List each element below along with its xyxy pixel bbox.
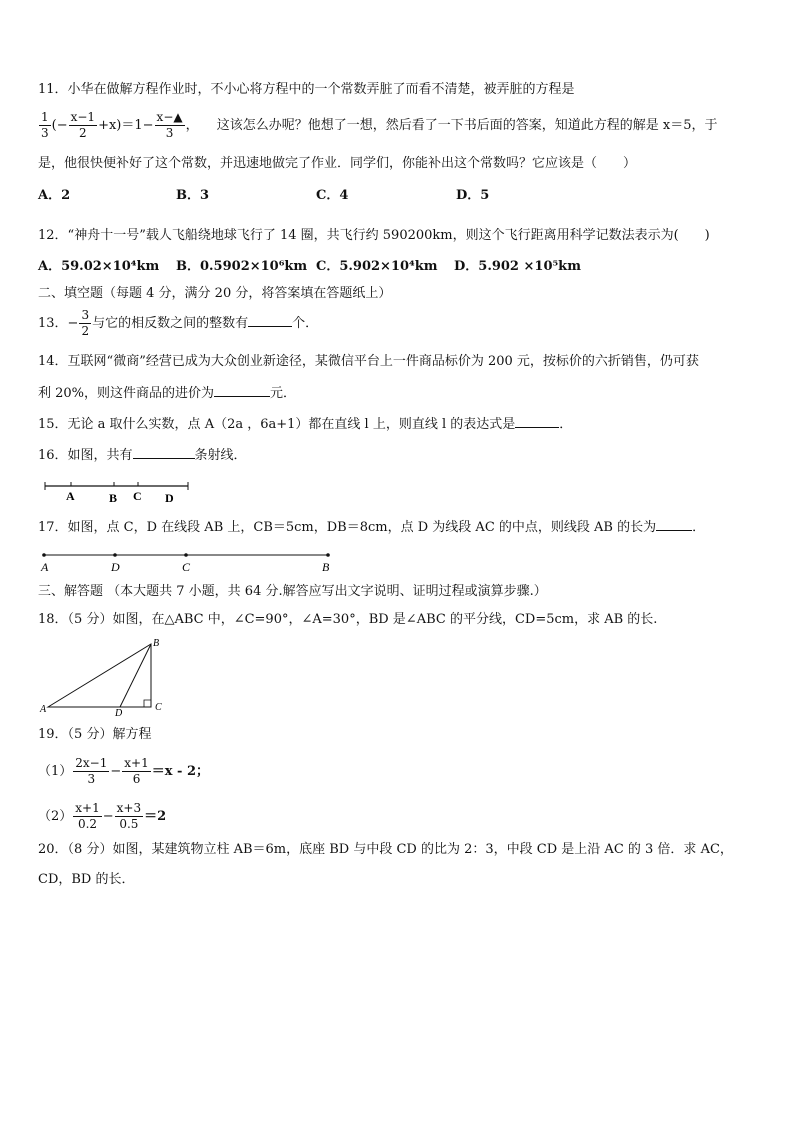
q17-label-a: A — [41, 560, 49, 574]
q11-line2-text: 这该怎么办呢？他想了一想，然后看了一下书后面的答案，知道此方程的解是 x＝5，于 — [216, 118, 718, 133]
q19-p2-frac1: $\frac{x+1}{0.2}$ — [75, 801, 100, 831]
q14-line1: 14．互联网“微商”经营已成为大众创业新途径，某微信平台上一件商品标价为 200 元，按标价的六折销售，仍可获 — [38, 354, 699, 369]
q14-suffix: 元． — [270, 386, 297, 401]
q18-label-a: A — [40, 704, 47, 715]
q12-option-b: B．0.5902×10⁶km — [176, 259, 308, 274]
q11-eq-end: ， — [185, 118, 199, 133]
q20-line1: 20．（8 分）如图，某建筑物立柱 AB＝6m，底座 BD 与中段 CD 的比为 2：3，中段 CD 是上沿 AC 的 3 倍．求 AC， — [38, 842, 733, 857]
q16-ray-figure — [38, 478, 198, 506]
q13-answer-blank[interactable] — [248, 314, 292, 327]
q19-part2-label: （2） — [38, 809, 73, 824]
q17-line — [38, 518, 705, 536]
q19-p1-frac1: $\frac{2x-1}{3}$ — [75, 756, 108, 786]
q13-text: 与它的相反数之间的整数有 — [92, 316, 249, 331]
q15-answer-blank[interactable] — [515, 415, 559, 428]
q19-p1-frac2: $\frac{x+1}{6}$ — [124, 756, 149, 786]
q19-part1-label: （1） — [38, 764, 73, 779]
q16-text: 16．如图，共有 — [38, 448, 133, 463]
q17-suffix: ． — [692, 520, 706, 535]
q17-label-c: C — [182, 560, 191, 574]
q16-label-b: B — [109, 491, 118, 505]
q18-right-angle-mark — [144, 700, 151, 707]
q11-coef-fraction: $\frac{1}{3}$ — [41, 110, 49, 140]
q16-suffix: 条射线． — [194, 448, 247, 463]
q11-option-c: C．4 — [316, 188, 349, 203]
q16-answer-blank[interactable] — [133, 446, 195, 459]
q13-prefix: 13．− — [38, 316, 79, 331]
q16-line — [38, 446, 247, 464]
q12-option-c: C．5.902×10⁴km — [316, 259, 438, 274]
q13-line — [38, 308, 318, 339]
q11-option-a: A．2 — [38, 188, 71, 203]
q16-label-d: D — [165, 491, 174, 505]
q19-p2-minus: − — [102, 809, 114, 824]
q19-part1 — [38, 756, 209, 787]
q14-answer-blank[interactable] — [214, 384, 270, 397]
q17-point-a — [42, 553, 46, 557]
q12-option-d: D．5.902 ×10⁵km — [454, 259, 581, 274]
q18-label-d: D — [115, 708, 123, 718]
q19-p2-rhs: ＝2 — [144, 809, 167, 824]
q17-label-d: D — [111, 560, 120, 574]
q15-line — [38, 415, 572, 433]
q11-option-b: B．3 — [176, 188, 210, 203]
q20-line2: CD，BD 的长． — [38, 872, 135, 887]
q15-text: 15．无论 a 取什么实数，点 A（2a ，6a+1）都在直线 l 上，则直线 l 的表达式是 — [38, 417, 516, 432]
q17-text: 17．如图，点 C，D 在线段 AB 上，CB＝5cm，DB＝8cm，点 D 为线段 AC 的中点，则线段 AB 的长为 — [38, 520, 657, 535]
q19-part2 — [38, 801, 166, 832]
q11-eq-open: (− — [51, 118, 68, 133]
section-2-heading: 二、填空题（每题 4 分，满分 20 分，将答案填在答题纸上） — [38, 286, 392, 301]
q19-title: 19．（5 分）解方程 — [38, 727, 152, 742]
q18-label-c: C — [155, 702, 162, 713]
q11-frac2: $\frac{x-▲}{3}$ — [156, 110, 183, 140]
q11-option-d: D．5 — [456, 188, 490, 203]
q11-equation-line — [38, 110, 718, 141]
q19-p2-frac2: $\frac{x+3}{0.5}$ — [116, 801, 142, 831]
q15-suffix: ． — [559, 417, 573, 432]
q12-line1: 12．“神舟十一号”载人飞船绕地球飞行了 14 圈，共飞行约 590200km，则这个飞行距离用科学记数法表示为( ) — [38, 228, 710, 243]
q16-label-a: A — [66, 489, 75, 503]
q17-point-d — [113, 553, 117, 557]
q16-label-c: C — [133, 489, 142, 503]
q11-line3: 是，他很快便补好了这个常数，并迅速地做完了作业．同学们，你能补出这个常数吗？它应该是（ ） — [38, 156, 637, 171]
q14-text: 利 20%，则这件商品的进价为 — [38, 386, 215, 401]
q14-line2 — [38, 384, 296, 402]
q12-option-a: A．59.02×10⁴km — [38, 259, 160, 274]
q13-fraction: $\frac{3}{2}$ — [81, 308, 90, 338]
section-3-heading: 三、解答题 （本大题共 7 小题，共 64 分.解答应写出文字说明、证明过程或演算步骤.） — [38, 584, 547, 599]
q18-label-b: B — [153, 638, 160, 649]
q13-suffix: 个． — [292, 316, 319, 331]
q19-p1-rhs: ＝x - 2； — [151, 764, 209, 779]
q17-point-b — [326, 553, 330, 557]
q18-triangle-figure — [38, 636, 178, 718]
q18-line: 18．（5 分）如图，在△ABC 中，∠C=90°，∠A=30°，BD 是∠ABC 的平分线，CD=5cm，求 AB 的长. — [38, 612, 658, 627]
q17-point-c — [184, 553, 188, 557]
q11-line1: 11．小华在做解方程作业时，不小心将方程中的一个常数弄脏了而看不清楚，被弄脏的方程是 — [38, 82, 575, 97]
q17-label-b: B — [322, 560, 330, 574]
q19-p1-minus: − — [110, 764, 122, 779]
q11-eq-mid: +x)＝1− — [98, 118, 154, 133]
q17-segment-figure — [38, 548, 338, 574]
q11-frac1: $\frac{x-1}{2}$ — [70, 110, 96, 140]
q17-answer-blank[interactable] — [656, 518, 692, 531]
